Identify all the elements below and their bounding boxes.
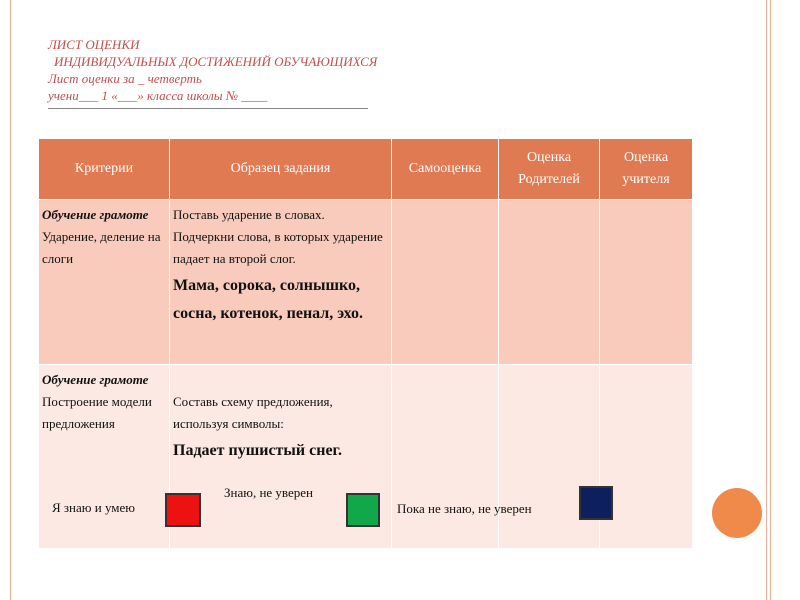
frame-line-left xyxy=(10,0,11,600)
parent-assessment-cell[interactable] xyxy=(499,365,600,549)
task-cell xyxy=(170,200,392,365)
criterion-text: Ударение, деление на слоги xyxy=(42,229,161,266)
col-parent-assessment: Оценка Родителей xyxy=(499,139,600,200)
parent-assessment-cell[interactable] xyxy=(499,200,600,365)
header-title: ЛИСТ ОЦЕНКИ xyxy=(48,37,140,52)
criterion-text: Построение модели предложения xyxy=(42,394,152,431)
header-subtitle: ИНДИВИДУАЛЬНЫХ ДОСТИЖЕНИЙ ОБУЧАЮЩИХСЯ xyxy=(54,54,378,69)
criterion-cell xyxy=(39,365,170,549)
decorative-circle xyxy=(712,488,762,538)
table-row xyxy=(39,200,693,365)
col-self-assessment: Самооценка xyxy=(392,139,499,200)
task-words: Мама, сорока, солнышко, сосна, котенок, пенал, эхо. xyxy=(173,277,363,322)
task-words: Падает пушистый снег. xyxy=(173,442,342,459)
teacher-assessment-cell[interactable] xyxy=(600,200,693,365)
frame-line-right-inner xyxy=(766,0,767,600)
task-text: Составь схему предложения, используя символы: xyxy=(173,394,333,431)
self-assessment-cell[interactable] xyxy=(392,365,499,549)
criterion-title: Обучение грамоте xyxy=(42,207,149,222)
legend-square-red xyxy=(165,493,201,527)
teacher-assessment-cell[interactable] xyxy=(600,365,693,549)
col-criteria: Критерии xyxy=(39,139,170,200)
col-teacher-assessment: Оценка учителя xyxy=(600,139,693,200)
criterion-title: Обучение грамоте xyxy=(42,372,149,387)
header-quarter: Лист оценки за _ четверть xyxy=(48,71,202,86)
legend-square-green xyxy=(346,493,380,527)
legend-label-know: Я знаю и умею xyxy=(52,500,135,515)
header-rule xyxy=(48,108,368,109)
legend-label-unsure: Знаю, не уверен xyxy=(224,485,313,500)
table-header-row xyxy=(39,139,693,200)
task-text: Поставь ударение в словах. Подчеркни слова, в которых ударение падает на второй слог. xyxy=(173,207,383,266)
page-header xyxy=(48,36,377,109)
legend-square-navy xyxy=(579,486,613,520)
header-student: учени___ 1 «___» класса школы № ____ xyxy=(48,88,268,103)
frame-line-right xyxy=(770,0,771,600)
col-task-sample: Образец задания xyxy=(170,139,392,200)
criterion-cell xyxy=(39,200,170,365)
legend-label-dont-know: Пока не знаю, не уверен xyxy=(397,501,532,516)
self-assessment-cell[interactable] xyxy=(392,200,499,365)
